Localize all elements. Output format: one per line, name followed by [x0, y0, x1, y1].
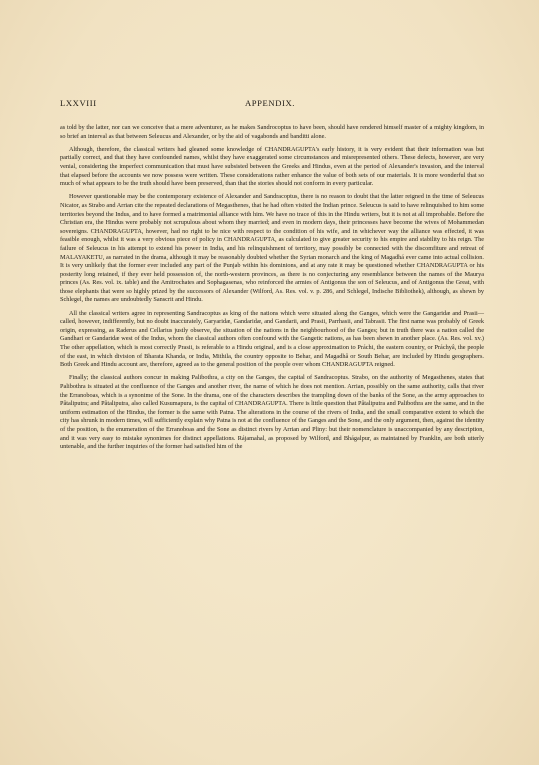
body-text [60, 124, 484, 456]
page-title: APPENDIX. [244, 98, 296, 108]
paragraph: However questionable may be the contemporary existence of Alexander and Sandracoptus, there is no reason to doubt that the latter reigned in the time of Seleucus Nicator, as Strabo and Arrian cite the repeated declarations of Megasthenes, that he had often visited the Indian prince. Seleucus is said to have relinquished to him some territories beyond the Indus, and to have formed a matrimonial alliance with him. We have no trace of this in the Hindu writers, but it is not at all improbable. Before the Christian era, the Hindus were probably not scrupulous about whom they married; and even in modern days, their princesses have become the wives of Mohammedan sovereigns. CHANDRAGUPTA, however, had no right to be nice with respect to the condition of his wife, and in whichever way the alliance was effected, it was feasible enough, whilst it was a very obvious piece of policy in CHANDRAGUPTA, as calculated to give greater security to his empire and stability to his reign. The failure of Seleucus in his attempt to extend his power in India, and his relinquishment of territory, may possibly be connected with the discomfiture and retreat of MALAYAKETU, as narrated in the drama, although it may be reasonably doubted whether the Syrian monarch and the king of Magadhá ever came into actual collision. It is very unlikely that the former ever included any part of the Punjab within his dominions, and at any rate it may be questioned whether CHANDRAGUPTA or his posterity long retained, if they ever held possession of, the north-western provinces, as there is no conjecturing any resemblance between the names of the Maurya princes (As. Res. vol. ix. table) and the Amitrochates and Sophagasenas, who reinforced the armies of Antigonus the son of Seleucus, and of Antigonus the Great, with those elephants that were so highly prized by the successors of Alexander (Wilford, As. Res. vol. v. p. 286, and Schlegel, Indische Bibliothek), although, as shewn by Schlegel, the names are undoubtedly Sanscrit and Hindu. [60, 193, 484, 304]
running-head [60, 98, 480, 110]
page-number: LXXVIII [60, 98, 97, 108]
paragraph: Finally; the classical authors concur in making Palibothra, a city on the Ganges, the capital of Sandracoptus. Strabo, on the authority of Megasthenes, states that Palibothra is situated at the confluence of the Ganges and another river, the name of which he does not mention. Arrian, possibly on the same authority, calls that river the Erranoboas, which is a synonime of the Sone. In the drama, one of the characters describes the trampling down of the banks of the Sone, as the army approaches to Pâtaliputra; and Pâtaliputra, also called Kusumapura, is the capital of CHANDRAGUPTA. There is little question that Pâtaliputra and Palibothra are the same, and in the uniform estimation of the Hindus, the former is the same with Patna. The alterations in the course of the rivers of India, and the small comparative extent to which the city has shrunk in modern times, will sufficiently explain why Patna is not at the confluence of the Ganges and the Sone, and the only argument, then, against the identity of the position, is the enumeration of the Erranoboas and the Sone as distinct rivers by Arrian and Pliny: but their nomenclature is unaccompanied by any description, and it was very easy to mistake synonimes for distinct appellations. Rájamahal, as proposed by Wilford, and Bhágalpur, as maintained by Franklin, are both utterly untenable, and the further inquiries of the former had satisfied him of the [60, 374, 484, 451]
paragraph: All the classical writers agree in representing Sandracoptus as king of the nations which were situated along the Ganges, which were the Gangaridæ and Prasii—called, however, indifferently, but no doubt inaccurately, Garyaridæ, Gandaridæ, and Gandarii, and Prasii, Parrhasii, and Tabrasii. The first name was probably of Greek origin, expressing, as Raderus and Cellarius justly observe, the situation of the nations in the neighbourhood of the Ganges; but in truth there was a nation called the Gandhari or Gandaridæ west of the Indus, whom the classical authors often confound with the Gangetic nations, as has been shewn in another place. (As. Res. vol. xv.) The other appellation, which is most correctly Prasii, is referable to a Hindu original, and is a close approximation to Práchi, the eastern country, or Práchyâ, the people of the east, in which division of Bharata Khanda, or India, Mithila, the country opposite to Behar, and Magadhâ or South Behar, are included by Hindu geographers. Both Greek and Hindu account are, therefore, agreed as to the general position of the people over whom CHANDRAGUPTA reigned. [60, 309, 484, 369]
paragraph: Although, therefore, the classical writers had gleaned some knowledge of CHANDRAGUPTA's early history, it is very evident that their information was but partially correct, and that they have confounded names, whilst they have exaggerated some circumstances and misrepresented others. These defects, however, are very venial, considering the imperfect communication that must have subsisted between the Greeks and Hindus, even at the period of Alexander's invasion, and the interval that elapsed before the accounts we now possess were written. These considerations rather enhance the value of both sets of our materials. It is more wonderful that so much of what appears to be the truth should have been preserved, than that the stories should not conform in every particular. [60, 145, 484, 188]
paragraph-continuation: as told by the latter, nor can we conceive that a mere adventurer, as he makes Sandrocoptus to have been, should have rendered himself master of a mighty kingdom, in so brief an interval as that between Seleucus and Alexander, or by the aid of vagabonds and banditti alone. [60, 124, 484, 140]
